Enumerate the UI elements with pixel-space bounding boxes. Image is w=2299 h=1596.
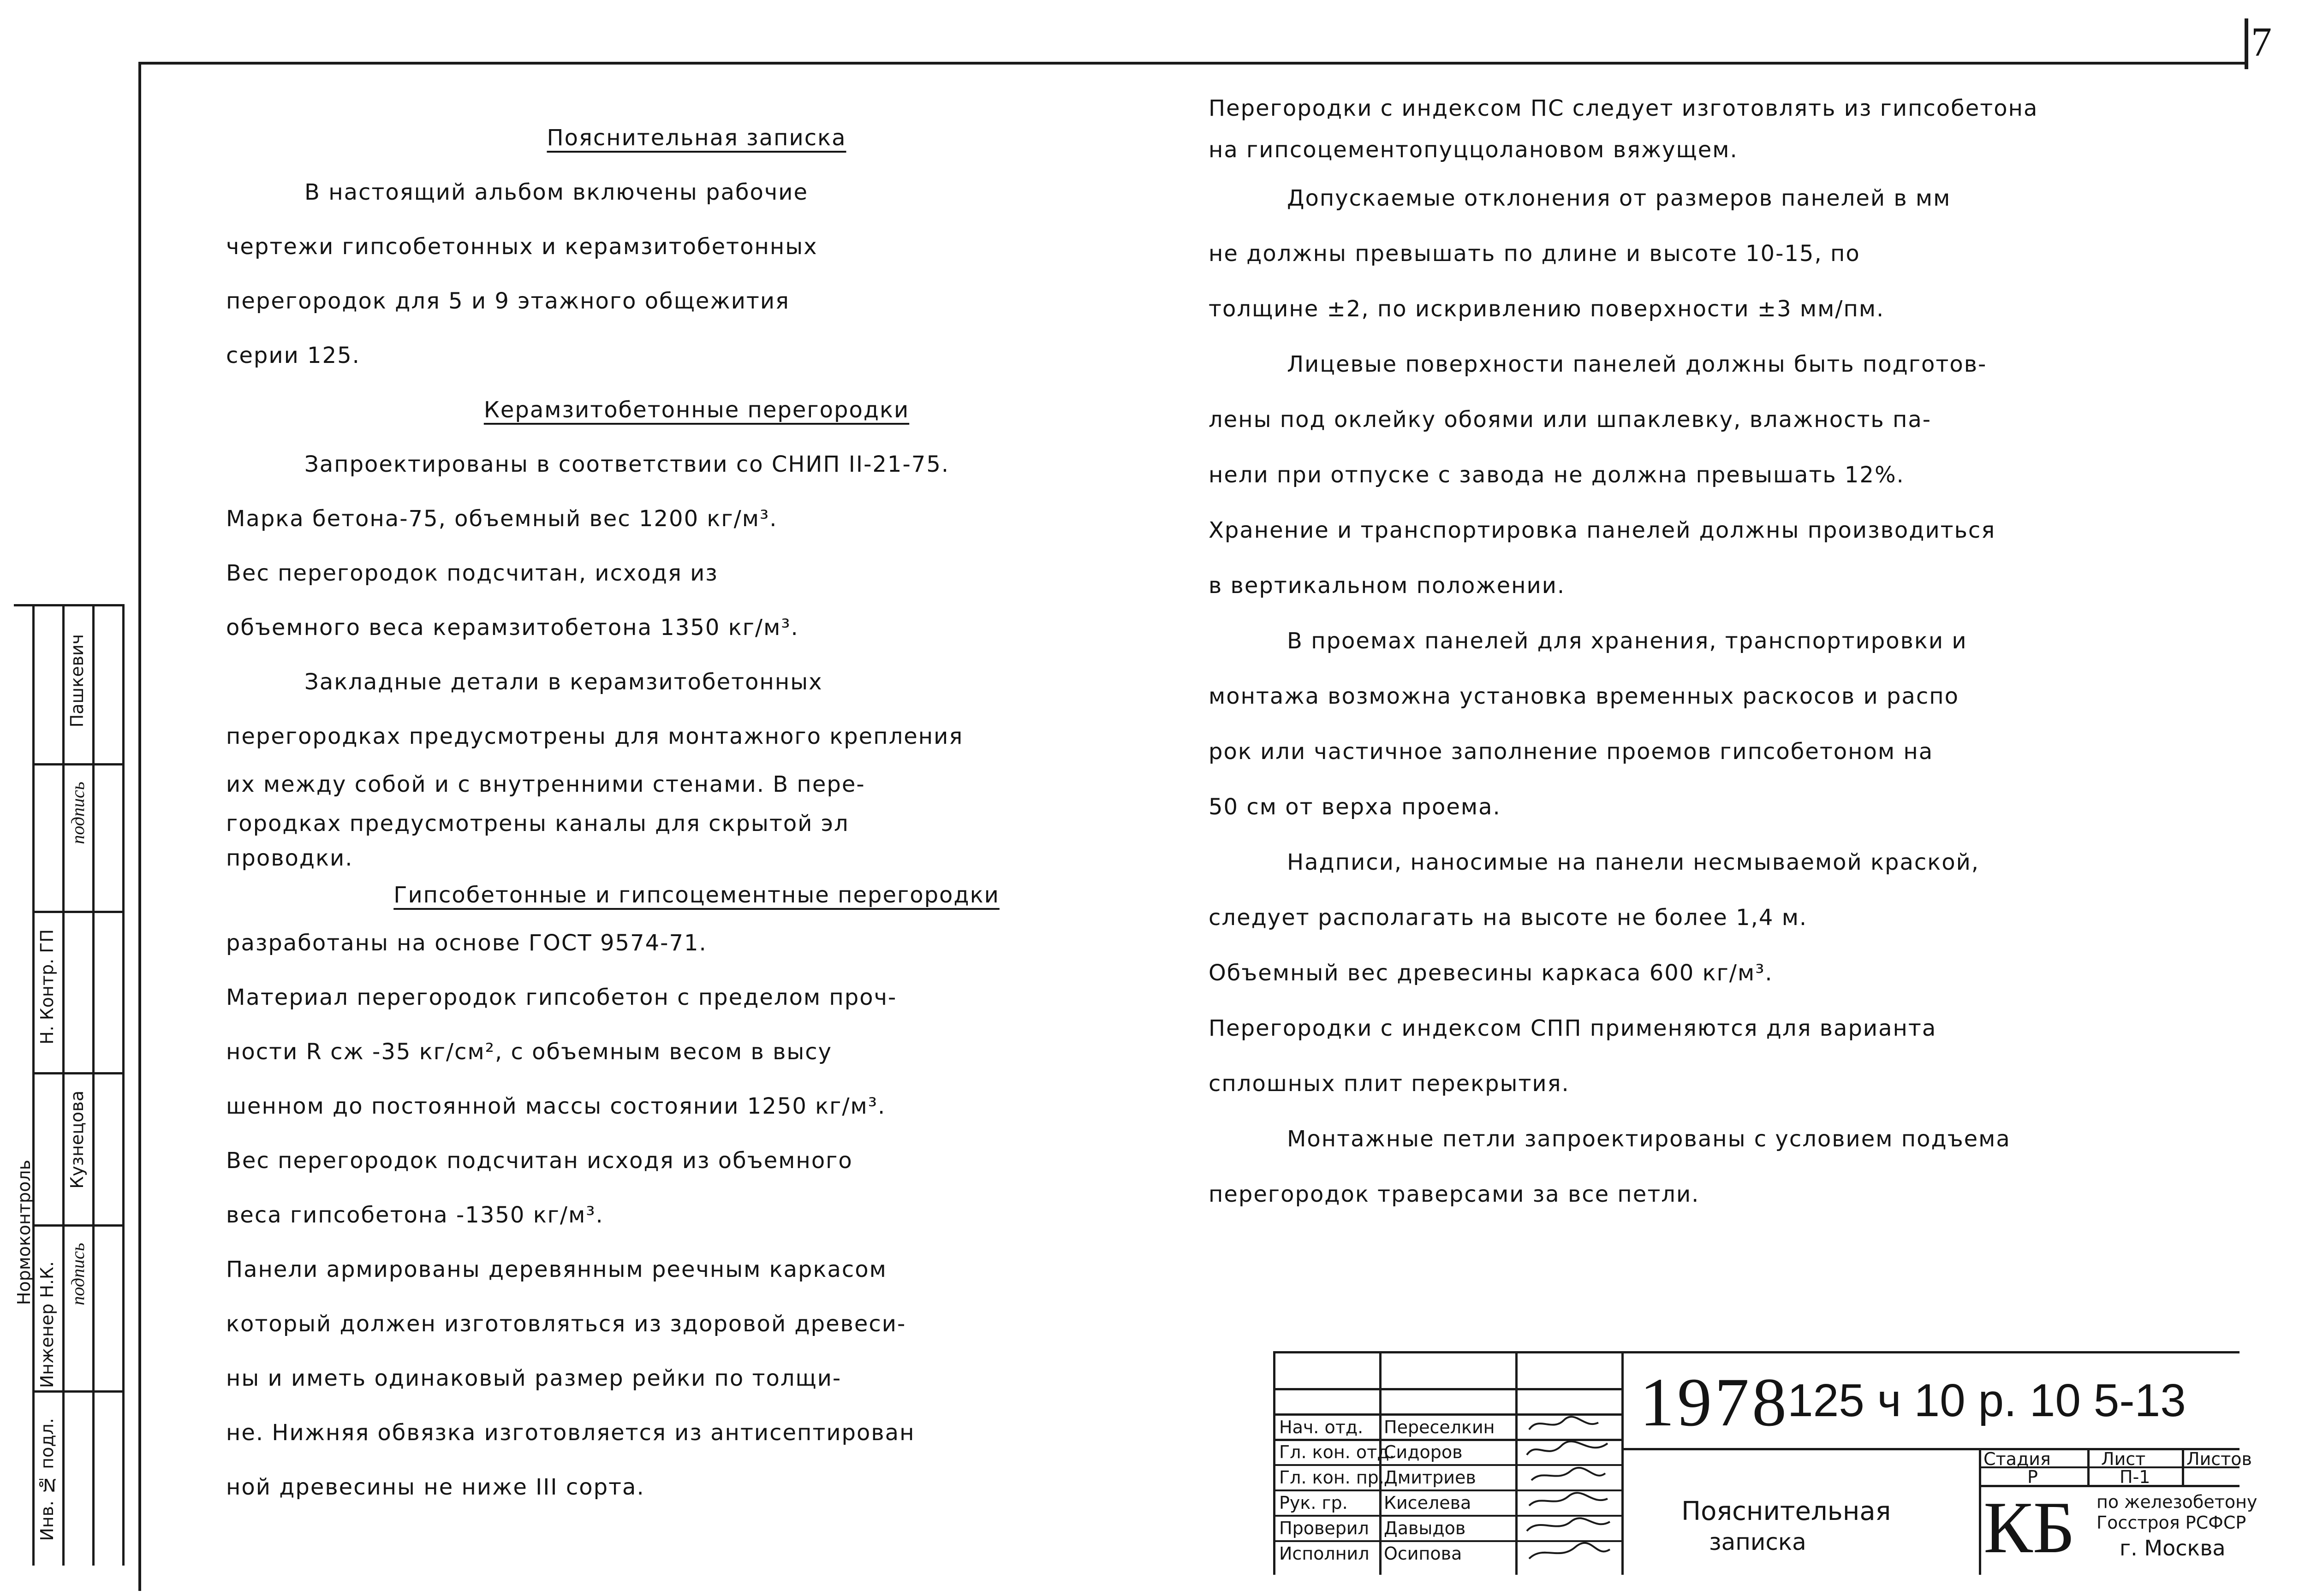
strip-signature: подпись xyxy=(67,1243,88,1305)
text-line: Материал перегородок гипсобетон с пределом проч- xyxy=(226,985,897,1010)
text-line: перегородок траверсами за все петли. xyxy=(1209,1181,1700,1207)
section-heading: Гипсобетонные и гипсоцементные перегородки xyxy=(393,882,1000,908)
text-line: рок или частичное заполнение проемов гипсобетоном на xyxy=(1209,739,1934,765)
text-line: Перегородки с индексом ПС следует изготовлять из гипсобетона xyxy=(1209,95,2038,121)
strip-label: Нормоконтроль xyxy=(14,1160,34,1305)
role-label: Рук. гр. xyxy=(1279,1493,1348,1513)
intro-line: серии 125. xyxy=(226,343,360,368)
text-line: толщине ±2, по искривлению поверхности ±3 мм/пм. xyxy=(1209,296,1885,322)
text-line: Закладные детали в керамзитобетонных xyxy=(304,669,823,695)
page-edge-mark xyxy=(2245,18,2248,69)
text-line: Объемный вес древесины каркаса 600 кг/м³. xyxy=(1209,960,1773,986)
person-name: Давыдов xyxy=(1384,1518,1466,1538)
sheet-value: П-1 xyxy=(2120,1467,2150,1487)
text-line: ны и иметь одинаковый размер рейки по толщи- xyxy=(226,1365,842,1391)
stage-value: Р xyxy=(2027,1467,2038,1487)
text-line: нели при отпуске с завода не должна превышать 12%. xyxy=(1209,462,1905,488)
text-line: Запроектированы в соответствии со СНИП II-21-75. xyxy=(304,451,950,477)
title-block xyxy=(1273,1351,2257,1575)
person-name: Осипова xyxy=(1384,1543,1462,1564)
person-name: Переселкин xyxy=(1384,1417,1495,1437)
sheet-label: Лист xyxy=(2101,1449,2146,1469)
text-line: В проемах панелей для хранения, транспортировки и xyxy=(1287,628,1967,654)
document-code: 125 ч 10 р. 10 5-13 xyxy=(1787,1375,2186,1426)
role-label: Гл. кон. отд. xyxy=(1279,1442,1395,1462)
strip-label: Инженер Н.К. xyxy=(37,1261,57,1388)
doc-title: записка xyxy=(1709,1529,1806,1555)
text-line: городках предусмотрены каналы для скрытой эл xyxy=(226,811,849,837)
role-label: Исполнил xyxy=(1279,1543,1370,1564)
text-line: проводки. xyxy=(226,845,353,871)
strip-signature: подпись xyxy=(67,782,88,844)
text-line: Надписи, наносимые на панели несмываемой краской, xyxy=(1287,849,1980,875)
text-line: Допускаемые отклонения от размеров панелей в мм xyxy=(1287,185,1951,211)
strip-label: Инв. № подл. xyxy=(37,1418,57,1541)
approval-strip xyxy=(14,604,125,1566)
page-number: 7 xyxy=(2251,19,2272,65)
intro-line: В настоящий альбом включены рабочие xyxy=(304,179,808,205)
text-line: разработаны на основе ГОСТ 9574-71. xyxy=(226,930,707,956)
text-line: ности R сж -35 кг/см², с объемным весом в высу xyxy=(226,1039,833,1065)
sheets-label: Листов xyxy=(2186,1449,2252,1469)
person-name: Дмитриев xyxy=(1384,1467,1476,1488)
role-label: Нач. отд. xyxy=(1279,1417,1364,1437)
text-line: в вертикальном положении. xyxy=(1209,573,1566,599)
text-line: объемного веса керамзитобетона 1350 кг/м³. xyxy=(226,615,799,641)
section-heading: Керамзитобетонные перегородки xyxy=(483,397,910,423)
text-line: монтажа возможна установка временных раскосов и распо xyxy=(1209,683,1959,709)
strip-label: Н. Контр. ГП xyxy=(37,929,57,1044)
text-line: перегородках предусмотрены для монтажного крепления xyxy=(226,724,964,749)
text-line: Хранение и транспортировка панелей должны производиться xyxy=(1209,517,1996,543)
text-line: Лицевые поверхности панелей должны быть подготов- xyxy=(1287,351,1987,377)
text-line: на гипсоцементопуццолановом вяжущем. xyxy=(1209,137,1738,163)
text-line: Марка бетона-75, объемный вес 1200 кг/м³. xyxy=(226,506,778,532)
text-line: следует располагать на высоте не более 1,4 м. xyxy=(1209,905,1808,931)
stage-label: Стадия xyxy=(1983,1449,2051,1469)
text-line: Панели армированы деревянным реечным каркасом xyxy=(226,1257,887,1282)
text-line: который должен изготовляться из здоровой древеси- xyxy=(226,1311,906,1337)
text-line: Вес перегородок подсчитан, исходя из xyxy=(226,560,718,586)
text-line: шенном до постоянной массы состоянии 1250 кг/м³. xyxy=(226,1093,886,1119)
organization-name: Госстроя РСФСР xyxy=(2096,1513,2246,1533)
person-name: Киселева xyxy=(1384,1493,1471,1513)
role-label: Проверил xyxy=(1279,1518,1369,1538)
year: 1978 xyxy=(1640,1364,1789,1441)
left-column xyxy=(226,111,1167,1514)
organization-name: по железобетону xyxy=(2096,1492,2257,1512)
text-line: ной древесины не ниже III сорта. xyxy=(226,1474,645,1500)
role-label: Гл. кон. пр. xyxy=(1279,1467,1384,1488)
right-column xyxy=(1209,88,2237,1222)
text-line: Монтажные петли запроектированы с условием подъема xyxy=(1287,1126,2011,1152)
organization-mark: КБ xyxy=(1983,1486,2075,1568)
signature-column xyxy=(1520,1413,1619,1572)
text-line: сплошных плит перекрытия. xyxy=(1209,1071,1570,1097)
text-line: их между собой и с внутренними стенами. В пере- xyxy=(226,771,865,797)
doc-title: Пояснительная xyxy=(1681,1496,1891,1526)
text-line: Вес перегородок подсчитан исходя из объемного xyxy=(226,1148,853,1174)
text-line: Перегородки с индексом СПП применяются для варианта xyxy=(1209,1015,1937,1041)
text-line: не. Нижняя обвязка изготовляется из антисептирован xyxy=(226,1420,915,1446)
intro-line: перегородок для 5 и 9 этажного общежития xyxy=(226,288,790,314)
text-line: 50 см от верха проема. xyxy=(1209,794,1501,820)
intro-line: чертежи гипсобетонных и керамзитобетонных xyxy=(226,234,818,260)
text-line: веса гипсобетона -1350 кг/м³. xyxy=(226,1202,604,1228)
document-title: Пояснительная записка xyxy=(547,125,846,151)
text-line: не должны превышать по длине и высоте 10-15, по xyxy=(1209,241,1860,267)
strip-label: Пашкевич xyxy=(67,634,87,728)
strip-label: Кузнецова xyxy=(67,1091,87,1189)
text-line: лены под оклейку обоями или шпаклевку, влажность па- xyxy=(1209,407,1932,433)
person-name: Сидоров xyxy=(1384,1442,1463,1462)
organization-city: г. Москва xyxy=(2120,1536,2226,1560)
